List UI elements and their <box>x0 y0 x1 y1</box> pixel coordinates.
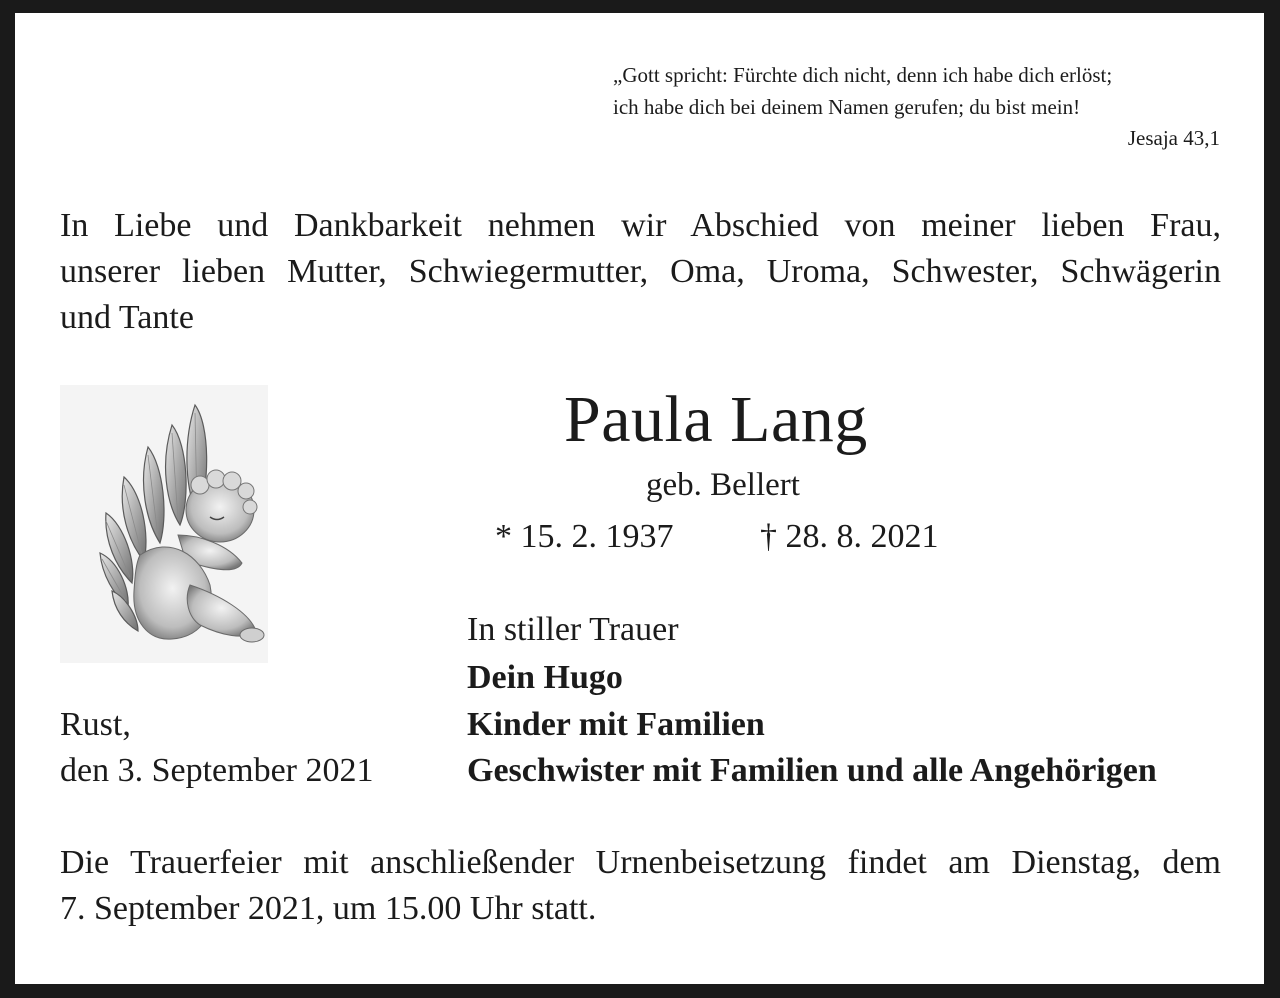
intro-line-2: unserer lieben Mutter, Schwiegermutter, Oma, Uroma, Schwester, Schwägerin <box>60 253 1221 290</box>
funeral-info <box>60 840 1221 932</box>
verse-line-1: „Gott spricht: Fürchte dich nicht, denn ich habe dich erlöst; <box>613 63 1113 87</box>
notice-date: den 3. September 2021 <box>60 752 374 789</box>
intro-line-1: In Liebe und Dankbarkeit nehmen wir Abschied von meiner lieben Frau, <box>60 207 1221 244</box>
mourner-name: Kinder mit Familien <box>467 706 765 743</box>
obituary-notice <box>15 13 1264 984</box>
funeral-line-2: 7. September 2021, um 15.00 Uhr statt. <box>60 890 597 927</box>
mourner-name: Geschwister mit Familien und alle Angehörigen <box>467 752 1157 789</box>
maiden-name: geb. Bellert <box>646 467 800 503</box>
birth-date: * 15. 2. 1937 <box>495 518 674 555</box>
intro-line-3: und Tante <box>60 299 194 336</box>
intro-paragraph <box>60 203 1221 341</box>
funeral-line-1: Die Trauerfeier mit anschließender Urnenbeisetzung findet am Dienstag, dem <box>60 844 1221 881</box>
deceased-name: Paula Lang <box>564 383 868 456</box>
mourning-heading: In stiller Trauer <box>467 611 679 648</box>
verse-line-2: ich habe dich bei deinem Namen gerufen; du bist mein! <box>613 95 1081 119</box>
death-date: † 28. 8. 2021 <box>760 518 939 555</box>
mourner-name: Dein Hugo <box>467 659 623 696</box>
verse-reference: Jesaja 43,1 <box>1127 126 1220 150</box>
place: Rust, <box>60 706 131 743</box>
sleeping-angel-icon <box>60 385 268 663</box>
